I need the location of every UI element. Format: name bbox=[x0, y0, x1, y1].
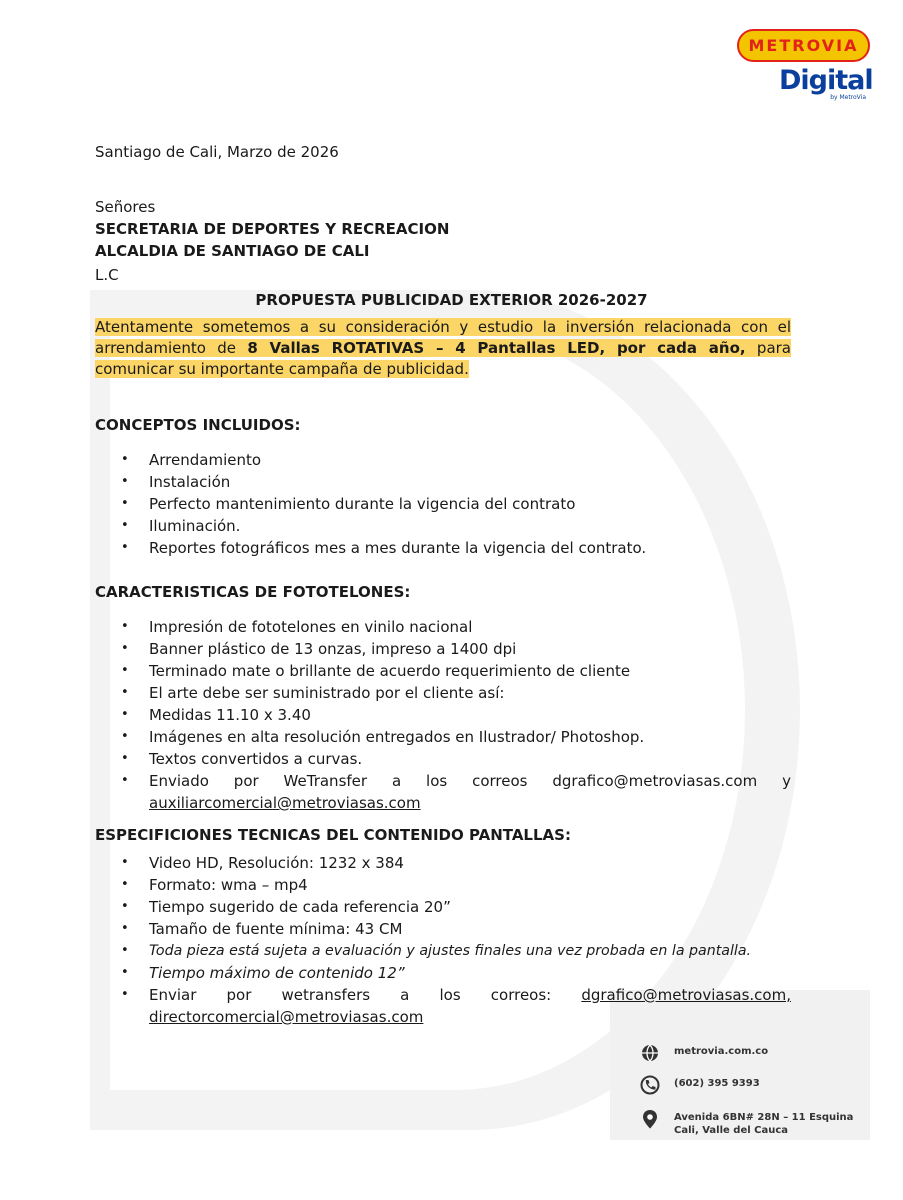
salutation: Señores bbox=[95, 198, 156, 216]
subject-line: PROPUESTA PUBLICIDAD EXTERIOR 2026-2027 bbox=[255, 291, 648, 309]
list-item: • Impresión de fototelones en vinilo nacional bbox=[95, 616, 791, 638]
list-item: • Formato: wma – mp4 bbox=[95, 874, 791, 896]
list-item: • Reportes fotográficos mes a mes durante la vigencia del contrato. bbox=[95, 537, 791, 559]
conceptos-list bbox=[95, 449, 791, 559]
list-item: • Perfecto mantenimiento durante la vigencia del contrato bbox=[95, 493, 791, 515]
address-text bbox=[674, 1111, 853, 1137]
auxiliarcomercial-email-link[interactable]: auxiliarcomercial@metroviasas.com bbox=[149, 794, 421, 812]
address-line-1: Avenida 6BN# 28N – 11 Esquina bbox=[674, 1112, 854, 1123]
list-item: • Medidas 11.10 x 3.40 bbox=[95, 704, 791, 726]
digital-logo bbox=[779, 65, 873, 106]
conceptos-heading: CONCEPTOS INCLUIDOS: bbox=[95, 416, 301, 434]
digital-logo-byline: by MetroVia bbox=[830, 94, 866, 101]
list-item: • Iluminación. bbox=[95, 515, 791, 537]
phone-icon bbox=[640, 1075, 660, 1095]
location-pin-icon bbox=[640, 1109, 660, 1129]
intro-part-1: Atentamente sometemos a su consideración y estudio la inversión relacionada con el arrendamiento de bbox=[95, 318, 791, 357]
recipient-line-1: SECRETARIA DE DEPORTES Y RECREACION bbox=[95, 220, 450, 238]
website-text: metrovia.com.co bbox=[674, 1046, 769, 1057]
globe-icon bbox=[640, 1043, 660, 1063]
fototelones-list bbox=[95, 616, 791, 814]
pantallas-list bbox=[95, 852, 791, 1028]
address-line-2: Cali, Valle del Cauca bbox=[674, 1125, 789, 1136]
recipient-line-2: ALCALDIA DE SANTIAGO DE CALI bbox=[95, 242, 370, 260]
list-item: • Tamaño de fuente mínima: 43 CM bbox=[95, 918, 791, 940]
wetransfers-text: Enviar por wetransfers a los correos: bbox=[149, 986, 582, 1004]
directorcomercial-email-link[interactable]: directorcomercial@metroviasas.com bbox=[149, 1008, 424, 1026]
intro-bold: 8 Vallas ROTATIVAS – 4 Pantallas LED, por cada año, bbox=[247, 339, 746, 357]
intro-paragraph bbox=[95, 317, 791, 380]
list-item: • Arrendamiento bbox=[95, 449, 791, 471]
list-item: • El arte debe ser suministrado por el cliente así: bbox=[95, 682, 791, 704]
list-item: • Imágenes en alta resolución entregados en Ilustrador/ Photoshop. bbox=[95, 726, 791, 748]
list-item: • Terminado mate o brillante de acuerdo requerimiento de cliente bbox=[95, 660, 791, 682]
digital-logo-text: Digital bbox=[779, 65, 873, 96]
list-item: • Toda pieza está sujeta a evaluación y ajustes finales una vez probada en la pantalla. bbox=[95, 940, 791, 962]
list-item: • Tiempo sugerido de cada referencia 20” bbox=[95, 896, 791, 918]
dgrafico-email-link[interactable]: dgrafico@metroviasas.com, bbox=[581, 986, 791, 1004]
list-item: • Instalación bbox=[95, 471, 791, 493]
pantallas-heading: ESPECIFICIONES TECNICAS DEL CONTENIDO PANTALLAS: bbox=[95, 826, 571, 844]
metrovia-logo bbox=[737, 29, 870, 62]
list-item: • Video HD, Resolución: 1232 x 384 bbox=[95, 852, 791, 874]
phone-text: (602) 395 9393 bbox=[674, 1078, 760, 1089]
wetransfer-text: Enviado por WeTransfer a los correos dgrafico@metroviasas.com y bbox=[149, 772, 791, 790]
recipient-line-3: L.C bbox=[95, 266, 119, 284]
list-item: • Tiempo máximo de contenido 12” bbox=[95, 962, 791, 984]
list-item: • Textos convertidos a curvas. bbox=[95, 748, 791, 770]
list-item-wetransfer bbox=[95, 770, 791, 814]
list-item: • Banner plástico de 13 onzas, impreso a 1400 dpi bbox=[95, 638, 791, 660]
metrovia-logo-text: METROVIA bbox=[748, 36, 859, 55]
list-item-wetransfers bbox=[95, 984, 791, 1028]
place-date: Santiago de Cali, Marzo de 2026 bbox=[95, 143, 339, 161]
fototelones-heading: CARACTERISTICAS DE FOTOTELONES: bbox=[95, 583, 411, 601]
intro-part-2: para comunicar su importante campaña de publicidad. bbox=[95, 339, 791, 378]
